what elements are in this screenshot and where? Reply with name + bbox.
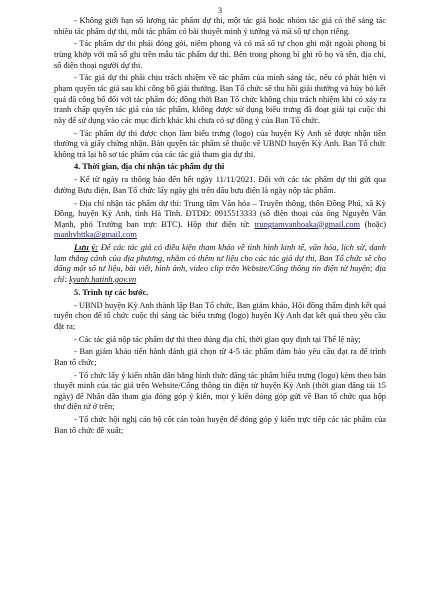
page-number: 3: [217, 5, 223, 15]
paragraph-packaging: - Tác phẩm dự thi phải đóng gói, niêm phong và có mã số tự chọn ghi mặt ngoài phong bì trùng khớp với mã số ghi trên mẫu tác phẩm dự thi. Bên trong phong bì ghi rõ họ và tên, địa chỉ, số điện thoại người dự thi.: [54, 39, 386, 70]
paragraph-note: [54, 243, 386, 285]
address-or-text: (hoặc): [360, 219, 386, 229]
paragraph-step-public-opinion: - Tổ chức lấy ý kiến nhân dân bằng hình thức đăng tác phẩm biểu trưng (logo) kèm theo bản thuyết minh của tác giả trên Website/Cổng thông tin điện tử huyện Kỳ Anh (thời gian đăng tải 15 ngày) để Nhân dân tham gia đóng góp ý kiến, mọi ý kiến đóng góp gửi về Ban tổ chức qua hộp thư điện tử ở trên;: [54, 370, 386, 412]
paragraph-responsibility: - Tác giả dự thi phải chịu trách nhiệm về tác phẩm của mình sáng tác, nếu có phát hiện vi phạm quyền tác giả sau khi công bố giải thưởng. Ban Tổ chức sẽ thu hồi giải thưởng và hủy bỏ kết quả đã công bố đối với tác phẩm đó; đồng thời Ban Tổ chức không chịu trách nhiệm khi có xảy ra tranh chấp quyền tác giả của tác phẩm, không được sử dụng biểu trưng đã đoạt giải tại cuộc thi này để sử dụng vào các mục đích khác khi chưa có sự đồng ý của Ban Tổ chức.: [54, 73, 386, 125]
note-label: Lưu ý:: [74, 243, 99, 253]
paragraph-address: [54, 199, 386, 241]
section-heading-time-address: 4. Thời gian, địa chỉ nhận tác phẩm dự thi: [74, 162, 225, 172]
email-link-secondary[interactable]: manhvhttka@gmail.com: [54, 230, 137, 240]
address-text: - Địa chỉ nhận tác phẩm dự thi: Trung tâm Văn hóa – Truyền thông, thôn Đồng Phú, xã Kỳ Đồng, huyện Kỳ Anh, tỉnh Hà Tĩnh. ĐTDĐ: 0915513333 (số điện thoại của ông Nguyễn Văn Mạnh, phó Trưởng ban trực BTC). Hộp thư điện tử:: [54, 198, 386, 229]
note-text: Để các tác giả có điều kiện tham khảo về tình hình kinh tế, văn hóa, lịch sử, danh lam thắng cảnh của địa phương, nhằm có thêm tư liệu cho các tác giả dự thi, Ban Tổ chức sẽ cho đăng một số tư liệu, bài viết, hình ảnh, video clip trên Website/Cổng thông tin điện tử huyện; địa chỉ:: [54, 243, 386, 284]
paragraph-step-committee: - UBND huyện Kỳ Anh thành lập Ban Tổ chức, Ban giám khảo, Hội đồng thẩm định kết quả tuyển chọn để tổ chức cuộc thi sáng tác biểu trưng (logo) huyện Kỳ Anh đạt kết quả theo yêu cầu đặt ra;: [54, 300, 386, 331]
paragraph-entry-limit: - Không giới hạn số lượng tác phẩm dự thi, một tác giả hoặc nhóm tác giả có thể sáng tác nhiều tác phẩm dự thi, mỗi tác phẩm có bài thuyết minh ý tưởng và mã số tự chọn riêng.: [54, 16, 386, 36]
email-link-primary[interactable]: trungtamvanhoaka@gmail.com: [254, 219, 361, 229]
paragraph-step-conference: - Tổ chức hội nghị cán bộ cốt cán toàn huyện để đóng góp ý kiến trực tiếp các tác phẩm của Ban tổ chức đề xuất;: [54, 415, 386, 435]
document-body: [54, 16, 386, 439]
section-heading-steps: 5. Trình tự các bước.: [74, 287, 149, 297]
paragraph-step-evaluate: - Ban giám khảo tiến hành đánh giá chọn từ 4-5 tác phẩm đảm bảo yêu cầu đạt ra để trình Ban tổ chức;: [54, 347, 386, 367]
website-link[interactable]: kyanh.hatinh.gov.vn: [69, 274, 137, 284]
paragraph-step-submit: - Các tác giả nộp tác phẩm dự thi theo đúng địa chỉ, thời gian quy định tại Thể lệ này;: [74, 334, 361, 344]
paragraph-award: - Tác phẩm dự thi được chọn làm biểu trưng (logo) của huyện Kỳ Anh sẽ được nhận tiền thưởng và giấy chứng nhận. Bản quyền tác phẩm sẽ thuộc về UBND huyện Kỳ Anh. Ban Tổ chức không trả lại hồ sơ tác phẩm của các tác giả tham gia dự thi.: [54, 128, 386, 159]
paragraph-deadline: - Kể từ ngày ra thông báo đến hết ngày 11/11/2021. Đối với các tác phẩm dự thi gửi qua đường Bưu điện, Ban Tổ chức lấy ngày ghi trên dấu bưu điện là ngày nộp tác phẩm.: [54, 175, 386, 195]
